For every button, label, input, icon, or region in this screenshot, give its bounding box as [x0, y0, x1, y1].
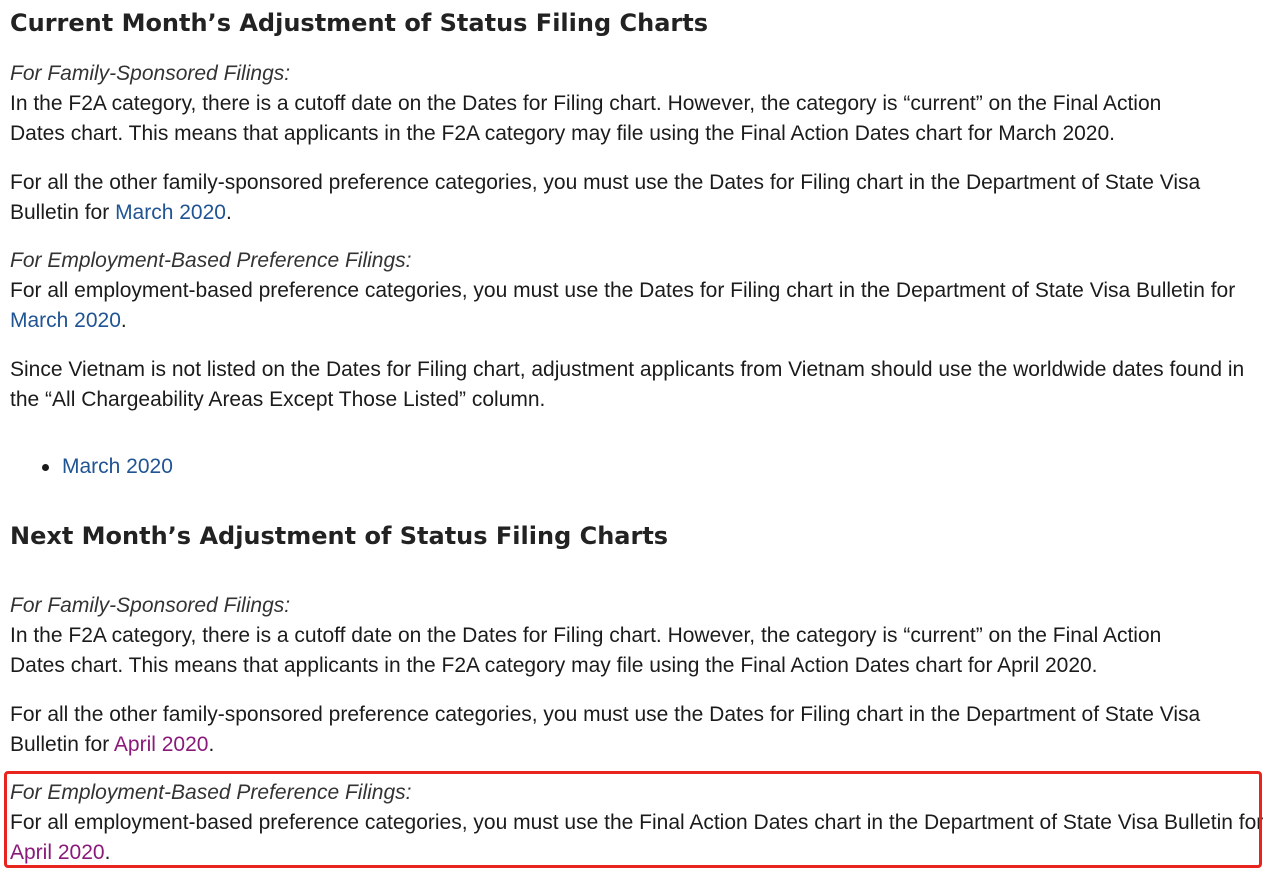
current-family-text-line2: Dates chart. This means that applicants in the F2A category may file using the Final Action Dates chart for March 2020.: [10, 122, 1116, 145]
next-employment-label: For Employment-Based Preference Filings:: [10, 781, 412, 804]
next-family-text-line2: Dates chart. This means that applicants in the F2A category may file using the Final Action Dates chart for April 2020.: [10, 654, 1098, 677]
current-vietnam-paragraph: [10, 355, 1265, 415]
current-employment-section: [10, 246, 1265, 336]
current-employment-text: For all employment-based preference categories, you must use the Dates for Filing chart in the Department of State Visa Bulletin for: [10, 279, 1236, 302]
current-family-label: For Family-Sponsored Filings:: [10, 62, 291, 85]
next-other-family-link[interactable]: April 2020: [113, 733, 209, 756]
current-month-heading: Current Month’s Adjustment of Status Filing Charts: [10, 9, 708, 37]
period: .: [208, 733, 215, 756]
current-family-text-line1: In the F2A category, there is a cutoff date on the Dates for Filing chart. However, the category is “current” on the Final Action: [10, 92, 1162, 115]
next-family-section: [10, 591, 1265, 681]
next-other-family-paragraph: [10, 700, 1265, 760]
current-other-family-text: For all the other family-sponsored preference categories, you must use the Dates for Filing chart in the Department of State Visa Bulletin for: [10, 171, 1201, 224]
next-other-family-text: For all the other family-sponsored preference categories, you must use the Dates for Filing chart in the Department of State Visa Bulletin for: [10, 703, 1201, 756]
next-employment-link[interactable]: April 2020: [10, 841, 105, 864]
next-family-text-line1: In the F2A category, there is a cutoff date on the Dates for Filing chart. However, the category is “current” on the Final Action: [10, 624, 1162, 647]
current-other-family-link[interactable]: March 2020: [115, 201, 226, 224]
next-employment-section: [10, 778, 1265, 868]
period: .: [225, 201, 232, 224]
period: .: [120, 309, 127, 332]
bullet-march-2020-link[interactable]: March 2020: [62, 455, 173, 478]
bullet-list-item: [62, 452, 173, 482]
current-other-family-paragraph: [10, 168, 1265, 228]
current-vietnam-text: Since Vietnam is not listed on the Dates for Filing chart, adjustment applicants from Vietnam should use the worldwide dates found in the “All Chargeability Areas Except Those Listed” column.: [10, 358, 1245, 411]
current-employment-link[interactable]: March 2020: [10, 309, 121, 332]
next-family-label: For Family-Sponsored Filings:: [10, 594, 291, 617]
current-employment-label: For Employment-Based Preference Filings:: [10, 249, 412, 272]
period: .: [104, 841, 111, 864]
current-family-section: [10, 59, 1265, 149]
next-employment-text: For all employment-based preference categories, you must use the Final Action Dates chart in the Department of State Visa Bulletin for: [10, 811, 1264, 834]
next-month-heading: Next Month’s Adjustment of Status Filing Charts: [10, 522, 669, 550]
